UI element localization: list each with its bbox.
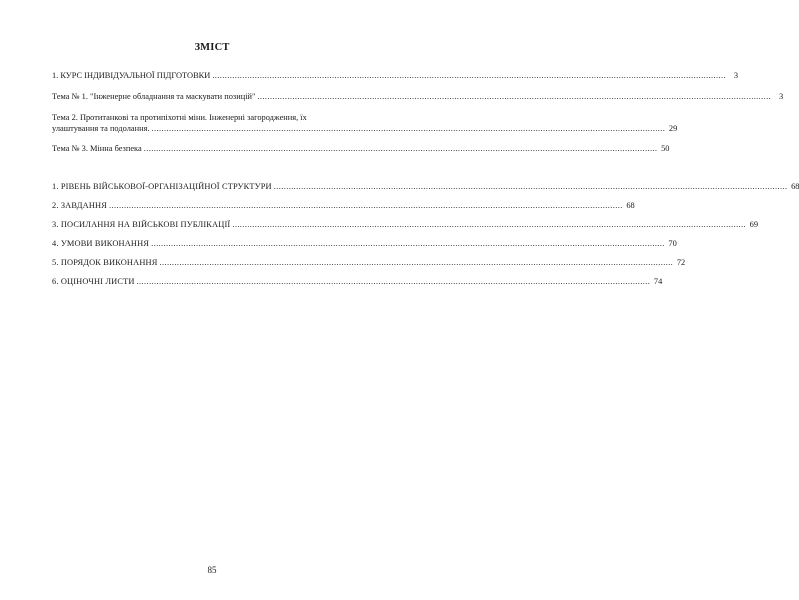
toc-entry-label: 6. ОЦІНОЧНІ ЛИСТИ [52,277,135,286]
toc-page-number: 68 [791,182,799,191]
toc-page-number: 72 [676,258,686,267]
dot-leader [232,219,746,230]
toc-entry-label-line2: улаштування та подолання. [52,124,150,133]
toc-entry-topic-3[interactable] [52,143,670,154]
toc-entry-course[interactable] [52,70,739,81]
toc-entry-label: 3. ПОСИЛАННЯ НА ВІЙСЬКОВІ ПУБЛІКАЦІЇ [52,220,231,229]
toc-entry-label: Тема № 1. "Інженерне обладнання та маскувати позицій" [52,92,256,101]
toc-entry-references[interactable] [52,219,759,230]
dot-leader [257,91,771,102]
toc-entry-label: Тема № 3. Мінна безпека [52,144,142,153]
toc-entry-label: 2. ЗАВДАННЯ [52,201,107,210]
toc-entry-label: 4. УМОВИ ВИКОНАННЯ [52,239,150,248]
toc-page-number: 3 [778,92,784,101]
toc-entry-topic-2[interactable] [52,112,678,134]
toc-entry-procedure[interactable] [52,257,686,268]
toc-page-number: 69 [749,220,759,229]
dot-leader [109,200,623,211]
toc-entry-structure-level[interactable] [52,181,799,192]
toc-entry-label: 1. КУРС ІНДИВІДУАЛЬНОЇ ПІДГОТОВКИ [52,71,211,80]
toc-page-number: 68 [626,201,635,210]
dot-leader [137,276,651,287]
toc-entry-label: 5. ПОРЯДОК ВИКОНАННЯ [52,258,158,267]
toc-page-number: 74 [653,277,663,286]
page-number: 85 [207,565,217,575]
toc-entry-evaluation-sheets[interactable] [52,276,663,287]
toc-page-number: 3 [733,71,739,80]
toc-entry-tasks[interactable] [52,200,635,211]
toc-page-number: 29 [668,124,678,133]
dot-leader [151,238,665,249]
dot-leader [144,143,658,154]
dot-leader [159,257,673,268]
toc-page-number: 70 [668,239,677,248]
dot-leader [274,181,788,192]
page-title: ЗМІСТ [194,42,230,53]
dot-leader [152,123,666,134]
toc-page-number: 50 [661,144,670,153]
toc-entry-label: 1. РІВЕНЬ ВІЙСЬКОВОЇ-ОРГАНІЗАЦІЙНОЇ СТРУКТУРИ [52,182,272,191]
toc-entry-label-line1: Тема 2. Протитанкові та протипіхотні міни. Інженерні загородження, їх [52,113,307,122]
dot-leader [212,70,726,81]
toc-entry-conditions[interactable] [52,238,677,249]
toc-entry-topic-1[interactable] [52,91,784,102]
